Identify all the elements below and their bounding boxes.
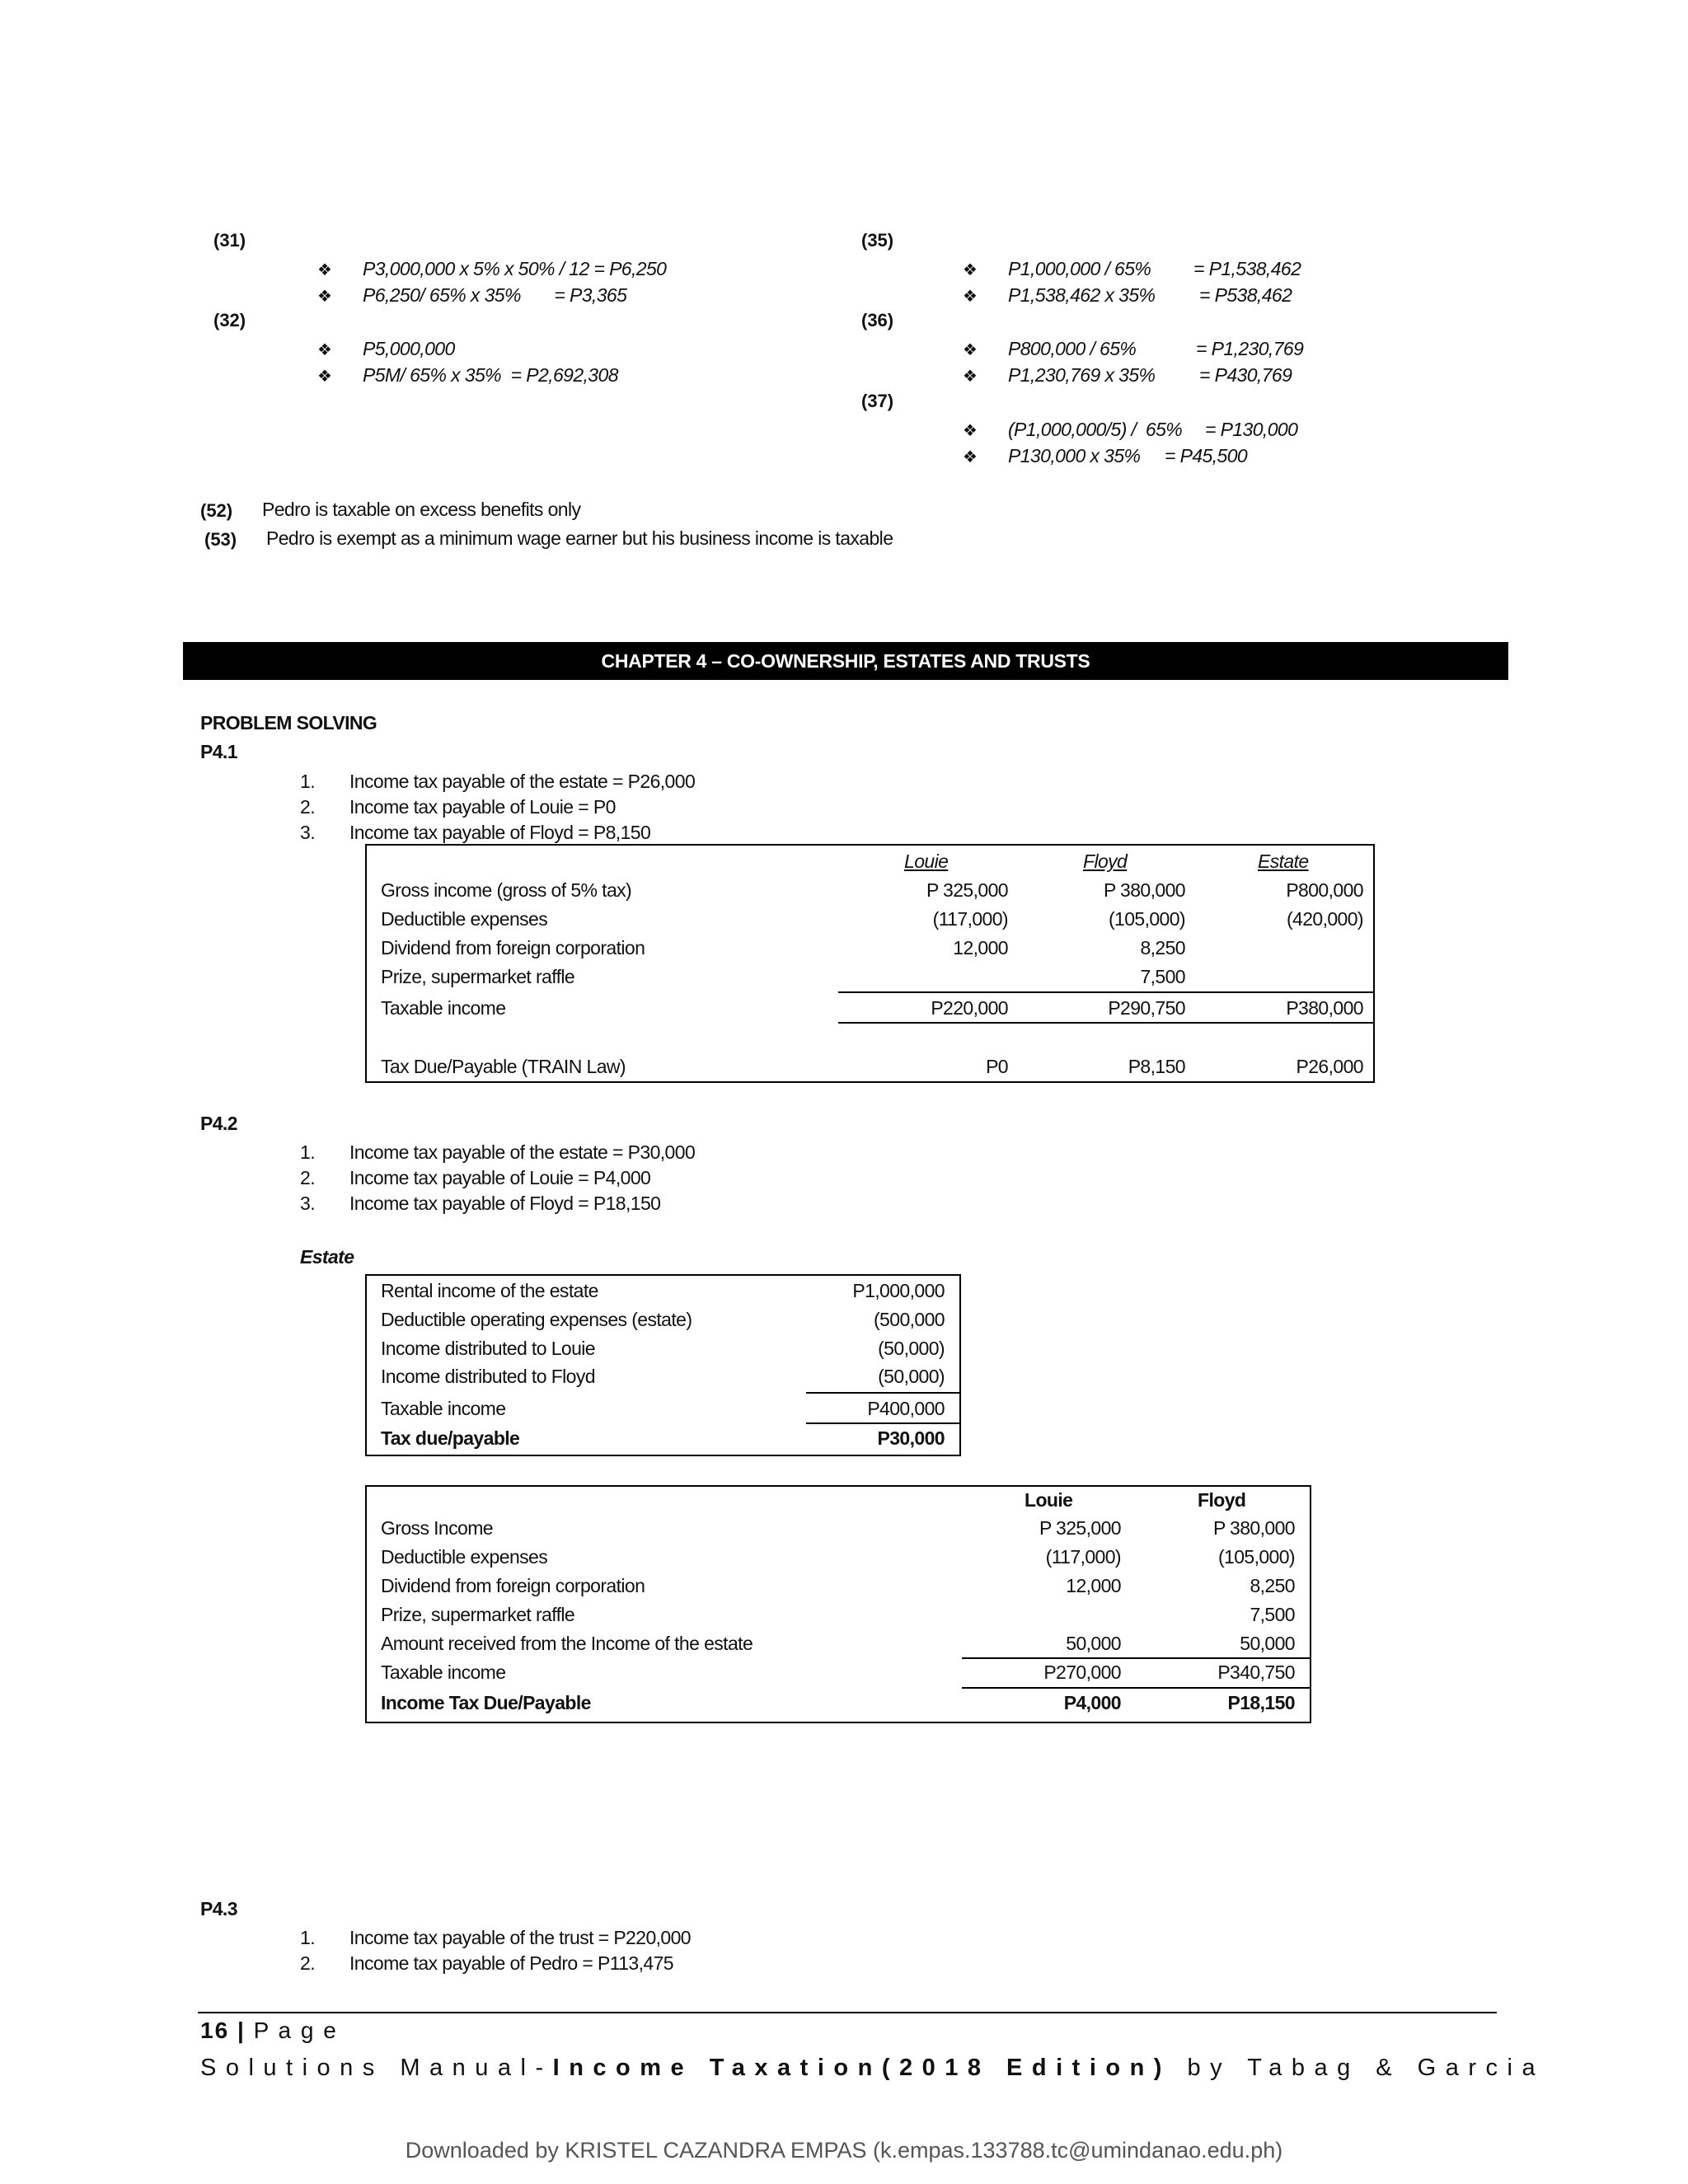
table-row <box>367 905 1373 933</box>
calc-line: P5M/ 65% x 35% = P2,692,308 <box>363 364 618 386</box>
cell-estate: P26,000 <box>1296 1056 1363 1077</box>
p41-table <box>365 844 1375 1083</box>
calc-result: = P1,538,462 <box>1193 258 1301 279</box>
row-label: Taxable income <box>381 997 506 1019</box>
table-row <box>367 1334 959 1362</box>
col-header-floyd: Floyd <box>1083 851 1128 872</box>
calc-result: = P538,462 <box>1199 284 1292 306</box>
row-amount: (50,000) <box>878 1338 945 1359</box>
problem-label: P4.3 <box>200 1898 237 1919</box>
row-label: Gross income (gross of 5% tax) <box>381 879 632 901</box>
cell-louie: (117,000) <box>1045 1546 1121 1568</box>
table-row <box>367 1601 1310 1629</box>
list-item: Income tax payable of the trust = P220,000 <box>349 1927 692 1948</box>
cell-louie: 12,000 <box>1066 1575 1121 1596</box>
list-number: 2. <box>300 1167 315 1188</box>
calc-line: P5,000,000 <box>363 338 455 359</box>
bullet-icon: ❖ <box>317 368 332 386</box>
table-row <box>367 1514 1310 1542</box>
list-item: Income tax payable of Pedro = P113,475 <box>349 1952 673 1974</box>
row-label: Income Tax Due/Payable <box>381 1692 591 1713</box>
row-label: Deductible expenses <box>381 908 548 930</box>
table-row <box>367 876 1373 904</box>
row-amount: P1,000,000 <box>852 1280 945 1301</box>
table-header <box>367 1486 1310 1514</box>
item-37-number: (37) <box>861 391 894 411</box>
row-label: Dividend from foreign corporation <box>381 937 645 958</box>
row-label: Taxable income <box>381 1661 506 1683</box>
cell-floyd: 7,500 <box>1140 966 1185 987</box>
estate-table <box>365 1274 961 1456</box>
bullet-icon: ❖ <box>963 288 978 306</box>
cell-floyd: P340,750 <box>1217 1661 1295 1683</box>
cell-louie: P 325,000 <box>926 879 1008 901</box>
list-item: Income tax payable of the estate = P26,000 <box>349 771 696 792</box>
subtotal-rule <box>806 1392 959 1394</box>
page-word: P a g e <box>253 2018 338 2043</box>
table-row <box>367 1424 959 1452</box>
cell-floyd: P8,150 <box>1128 1056 1185 1077</box>
list-item: Income tax payable of Louie = P0 <box>349 796 616 818</box>
cell-estate: (420,000) <box>1286 908 1363 930</box>
table-row <box>367 1277 959 1305</box>
subtotal-rule <box>838 991 1373 993</box>
page-number-line <box>200 2018 338 2044</box>
chapter-heading: CHAPTER 4 – CO-OWNERSHIP, ESTATES AND TRUSTS <box>183 642 1508 680</box>
cell-floyd: 8,250 <box>1140 937 1185 958</box>
cell-louie: 50,000 <box>1066 1633 1121 1654</box>
beneficiary-table <box>365 1485 1311 1723</box>
row-label: Prize, supermarket raffle <box>381 1604 575 1625</box>
section-title: PROBLEM SOLVING <box>200 712 377 733</box>
list-number: 3. <box>300 822 315 843</box>
row-amount: P400,000 <box>867 1398 945 1419</box>
row-label: Taxable income <box>381 1398 506 1419</box>
row-label: Deductible operating expenses (estate) <box>381 1309 692 1330</box>
cell-floyd: P290,750 <box>1108 997 1185 1019</box>
cell-louie: P 325,000 <box>1039 1517 1121 1539</box>
item-32-number: (32) <box>213 310 246 330</box>
col-header-louie: Louie <box>1025 1489 1073 1511</box>
footer-rule <box>198 2012 1497 2013</box>
row-amount: (500,000 <box>874 1309 945 1330</box>
table-row <box>367 1658 1310 1686</box>
list-number: 2. <box>300 1952 315 1974</box>
item-36-number: (36) <box>861 310 894 330</box>
row-label: Prize, supermarket raffle <box>381 966 575 987</box>
row-amount: P30,000 <box>877 1427 945 1449</box>
cell-floyd: P 380,000 <box>1212 1517 1295 1539</box>
bullet-icon: ❖ <box>963 368 978 386</box>
calc-line: P3,000,000 x 5% x 50% / 12 = P6,250 <box>363 258 667 279</box>
row-label: Tax Due/Payable (TRAIN Law) <box>381 1056 626 1077</box>
list-number: 1. <box>300 1927 315 1948</box>
calc-result: = P430,769 <box>1199 364 1292 386</box>
total-rule <box>838 1022 1373 1024</box>
cell-floyd: 50,000 <box>1240 1633 1295 1654</box>
calc-result: = P130,000 <box>1205 419 1298 440</box>
calc-line: P130,000 x 35% <box>1008 445 1141 466</box>
cell-floyd: P 380,000 <box>1103 879 1185 901</box>
page-separator: | <box>237 2018 246 2043</box>
list-number: 3. <box>300 1193 315 1214</box>
calc-result: = P1,230,769 <box>1196 338 1304 359</box>
cell-estate: P380,000 <box>1286 997 1363 1019</box>
note-text: Pedro is exempt as a minimum wage earner but his business income is taxable <box>266 527 893 549</box>
row-label: Income distributed to Louie <box>381 1338 595 1359</box>
cell-louie: 12,000 <box>953 937 1008 958</box>
note-number: (53) <box>204 529 237 550</box>
table-row <box>367 1052 1373 1080</box>
calc-line: P800,000 / 65% <box>1008 338 1137 359</box>
col-header-louie: Louie <box>904 851 949 872</box>
estate-label: Estate <box>300 1246 354 1268</box>
cell-floyd: 8,250 <box>1250 1575 1295 1596</box>
bullet-icon: ❖ <box>963 341 978 359</box>
footer-title-pre: Solutions Manual- <box>200 2055 553 2081</box>
table-row <box>367 1689 1310 1717</box>
list-number: 1. <box>300 771 315 792</box>
table-row <box>367 994 1373 1022</box>
row-label: Gross Income <box>381 1517 493 1539</box>
cell-floyd: (105,000) <box>1108 908 1185 930</box>
bullet-icon: ❖ <box>963 422 978 440</box>
col-header-floyd: Floyd <box>1198 1489 1246 1511</box>
bullet-icon: ❖ <box>963 448 978 466</box>
cell-louie: P4,000 <box>1063 1692 1121 1713</box>
calc-line: P1,230,769 x 35% <box>1008 364 1156 386</box>
row-label: Deductible expenses <box>381 1546 548 1568</box>
table-row <box>367 1394 959 1422</box>
col-header-estate: Estate <box>1258 851 1309 872</box>
cell-floyd: 7,500 <box>1250 1604 1295 1625</box>
item-31-number: (31) <box>213 230 246 251</box>
footer-title-bold: Income Taxation(2018 Edition) <box>552 2055 1171 2081</box>
bullet-icon: ❖ <box>317 261 332 279</box>
problem-label: P4.2 <box>200 1113 237 1134</box>
cell-louie: P0 <box>986 1056 1008 1077</box>
row-label: Income distributed to Floyd <box>381 1366 595 1387</box>
cell-louie: P220,000 <box>931 997 1008 1019</box>
table-header <box>367 847 1373 875</box>
cell-floyd: P18,150 <box>1227 1692 1295 1713</box>
table-row <box>367 934 1373 962</box>
footer-title <box>200 2055 1545 2082</box>
list-item: Income tax payable of Floyd = P18,150 <box>349 1193 661 1214</box>
table-row <box>367 963 1373 991</box>
list-item: Income tax payable of Floyd = P8,150 <box>349 822 651 843</box>
problem-label: P4.1 <box>200 741 237 762</box>
table-row <box>367 1362 959 1390</box>
calc-line: P6,250/ 65% x 35% = P3,365 <box>363 284 627 306</box>
list-number: 1. <box>300 1141 315 1163</box>
calc-line: P1,538,462 x 35% <box>1008 284 1156 306</box>
list-item: Income tax payable of the estate = P30,000 <box>349 1141 696 1163</box>
calc-line: (P1,000,000/5) / 65% <box>1008 419 1183 440</box>
row-label: Rental income of the estate <box>381 1280 598 1301</box>
table-row <box>367 1305 959 1333</box>
bullet-icon: ❖ <box>317 341 332 359</box>
bullet-icon: ❖ <box>963 261 978 279</box>
footer-title-post: by Tabag & Garcia <box>1170 2055 1545 2081</box>
row-amount: (50,000) <box>878 1366 945 1387</box>
download-note: Downloaded by KRISTEL CAZANDRA EMPAS (k.empas.133788.tc@umindanao.edu.ph) <box>405 2138 1283 2163</box>
cell-floyd: (105,000) <box>1217 1546 1295 1568</box>
bullet-icon: ❖ <box>317 288 332 306</box>
calc-result: = P45,500 <box>1165 445 1248 466</box>
cell-estate: P800,000 <box>1286 879 1363 901</box>
cell-louie: (117,000) <box>932 908 1008 930</box>
table-row <box>367 1629 1310 1657</box>
item-35-number: (35) <box>861 230 894 251</box>
list-item: Income tax payable of Louie = P4,000 <box>349 1167 651 1188</box>
list-number: 2. <box>300 796 315 818</box>
table-row <box>367 1543 1310 1571</box>
note-text: Pedro is taxable on excess benefits only <box>262 499 581 520</box>
table-row <box>367 1572 1310 1600</box>
row-label: Dividend from foreign corporation <box>381 1575 645 1596</box>
row-label: Tax due/payable <box>381 1427 520 1449</box>
cell-louie: P270,000 <box>1043 1661 1121 1683</box>
row-label: Amount received from the Income of the estate <box>381 1633 753 1654</box>
calc-line: P1,000,000 / 65% <box>1008 258 1151 279</box>
page-number: 16 <box>200 2018 230 2043</box>
note-number: (52) <box>200 500 233 521</box>
